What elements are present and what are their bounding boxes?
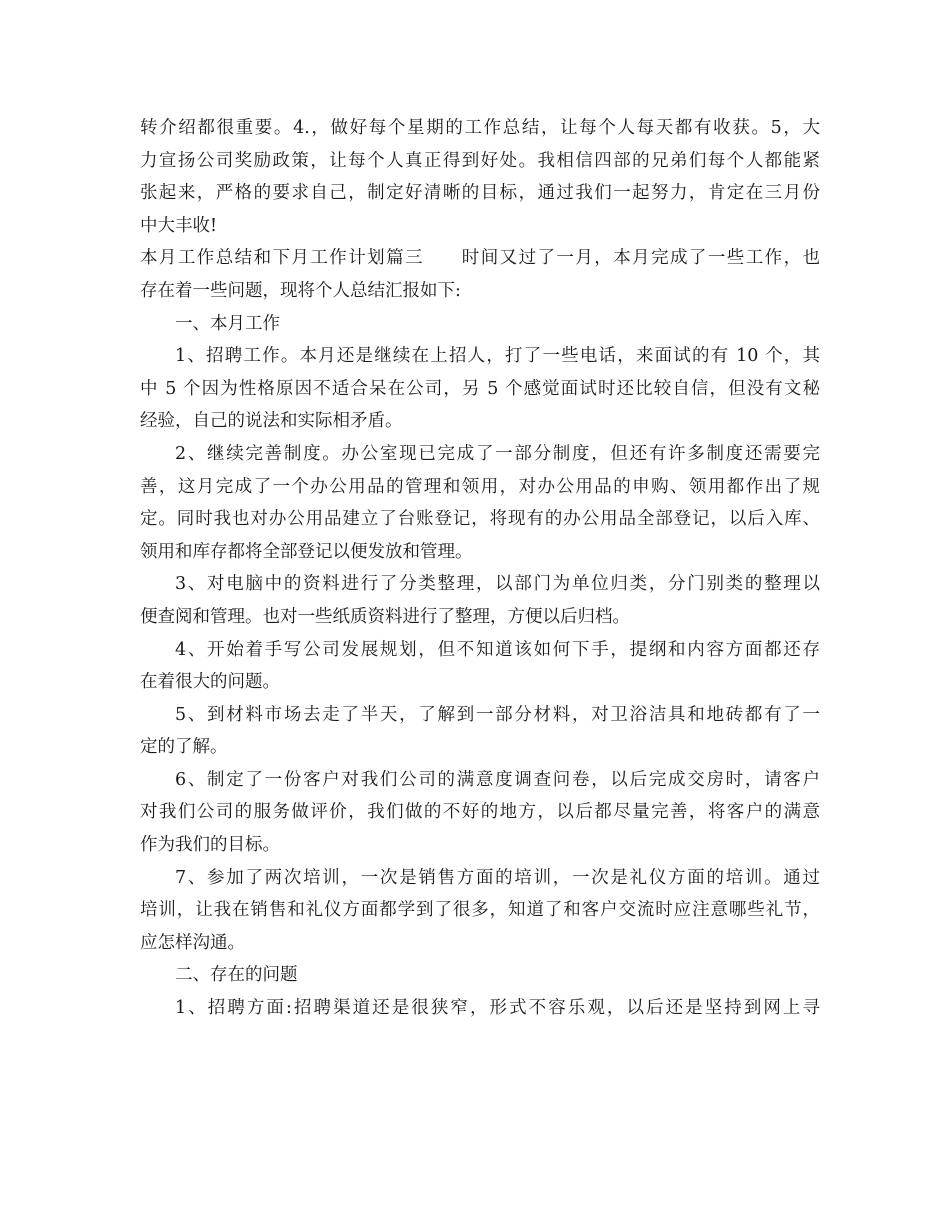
paragraph-start: 3、对电脑中的资料进行了分类整理，以部门为单位归类，分门别类的整理以 [175,574,820,595]
text-line: 善，这月完成了一个办公用品的管理和领用，对办公用品的申购、领用都作出了规 [140,476,820,497]
text-line: 便查阅和管理。也对一些纸质资料进行了整理，方便以后归档。 [140,606,630,627]
text-line: 领用和库存都将全部登记以便发放和管理。 [140,541,473,562]
paragraph-start: 1、招聘工作。本月还是继续在上招人，打了一些电话，来面试的有 10 个，其 [175,346,820,367]
text-line: 中大丰收! [140,215,218,236]
paragraph-start: 6、制定了一份客户对我们公司的满意度调查问卷，以后完成交房时，请客户 [175,769,820,790]
document-body [140,112,820,1025]
paragraph-start: 4、开始着手写公司发展规划，但不知道该如何下手，提纲和内容方面都还存 [175,639,820,660]
text-line: 定。同时我也对办公用品建立了台账登记，将现有的办公用品全部登记，以后入库、 [140,509,820,530]
text-line: 应怎样沟通。 [140,932,245,953]
text-line: 定的了解。 [140,737,228,758]
text-line: 对我们公司的服务做评价，我们做的不好的地方，以后都尽量完善，将客户的满意 [140,802,820,823]
paragraph-start: 7、参加了两次培训，一次是销售方面的培训，一次是礼仪方面的培训。通过 [175,867,820,888]
text-line: 中 5 个因为性格原因不适合呆在公司，另 5 个感觉面试时还比较自信，但没有文秘 [140,378,820,399]
section-heading-line: 本月工作总结和下月工作计划篇三 时间又过了一月，本月完成了一些工作，也 [140,248,820,269]
paragraph-start: 1、招聘方面:招聘渠道还是很狭窄，形式不容乐观，以后还是坚持到网上寻 [175,998,820,1019]
text-line: 力宣扬公司奖励政策，让每个人真正得到好处。我相信四部的兄弟们每个人都能紧 [140,150,820,171]
text-line: 张起来，严格的要求自己，制定好清晰的目标，通过我们一起努力，肯定在三月份 [140,183,820,204]
text-line: 存在着一些问题，现将个人总结汇报如下: [140,280,461,301]
text-line: 作为我们的目标。 [140,835,280,856]
section-heading: 一、本月工作 [175,313,280,334]
section-heading: 二、存在的问题 [175,965,298,986]
text-line: 经验，自己的说法和实际相矛盾。 [140,411,403,432]
text-line: 在着很大的问题。 [140,672,280,693]
text-line: 转介绍都很重要。4.，做好每个星期的工作总结，让每个人每天都有收获。5，大 [140,118,820,138]
paragraph-start: 5、到材料市场去走了半天，了解到一部分材料，对卫浴洁具和地砖都有了一 [175,704,820,725]
paragraph-start: 2、继续完善制度。办公室现已完成了一部分制度，但还有许多制度还需要完 [175,443,820,464]
text-line: 培训，让我在销售和礼仪方面都学到了很多，知道了和客户交流时应注意哪些礼节， [140,900,820,921]
